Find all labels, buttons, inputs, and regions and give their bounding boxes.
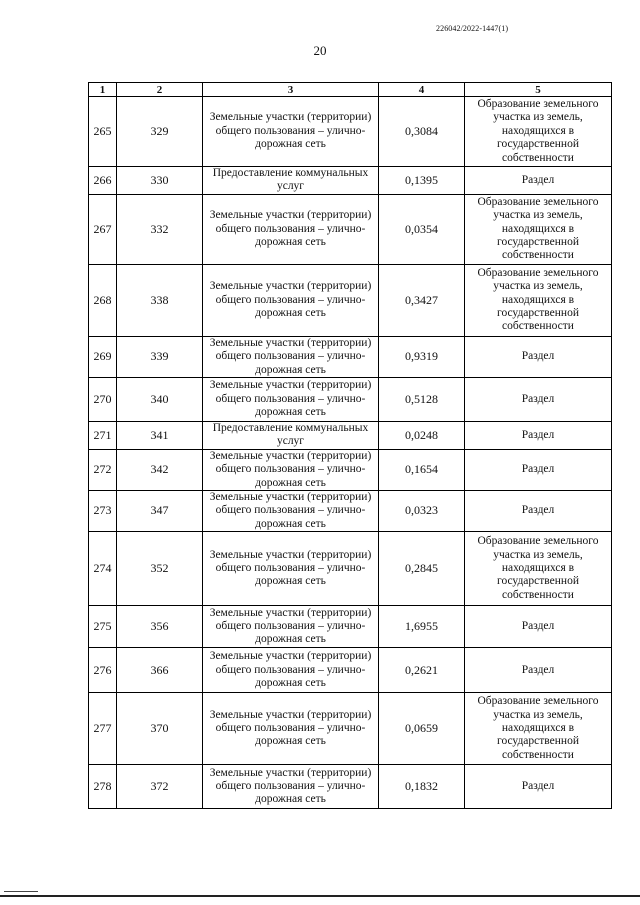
purpose-cell: Предоставление коммунальных услуг (203, 167, 379, 195)
plot-id-cell: 370 (117, 693, 203, 765)
table-row (89, 264, 612, 336)
page-number: 20 (313, 43, 327, 58)
area-cell: 0,2845 (379, 532, 465, 606)
purpose-cell: Земельные участки (территории) общего пользования – улично-дорожная сеть (203, 532, 379, 606)
footer-rule-short (4, 891, 38, 892)
purpose-cell: Земельные участки (территории) общего пользования – улично-дорожная сеть (203, 765, 379, 809)
plot-id-cell: 372 (117, 765, 203, 809)
area-cell: 0,9319 (379, 336, 465, 377)
table-row (89, 194, 612, 264)
area-cell: 0,3427 (379, 264, 465, 336)
document-number: 226042/2022-1447(1) (436, 24, 509, 33)
area-cell: 0,0248 (379, 422, 465, 450)
plot-id-cell: 339 (117, 336, 203, 377)
area-cell: 0,1395 (379, 167, 465, 195)
plot-id-cell: 340 (117, 378, 203, 422)
row-number-cell: 274 (89, 532, 117, 606)
method-cell: Раздел (465, 422, 612, 450)
header-col-5: 5 (465, 83, 612, 97)
row-number-cell: 270 (89, 378, 117, 422)
purpose-cell: Земельные участки (территории) общего пользования – улично-дорожная сеть (203, 606, 379, 648)
area-cell: 0,2621 (379, 648, 465, 693)
plot-id-cell: 366 (117, 648, 203, 693)
table-row (89, 97, 612, 167)
row-number-cell: 276 (89, 648, 117, 693)
land-plots-table (88, 82, 612, 809)
purpose-cell: Земельные участки (территории) общего пользования – улично-дорожная сеть (203, 449, 379, 490)
row-number-cell: 278 (89, 765, 117, 809)
row-number-cell: 266 (89, 167, 117, 195)
row-number-cell: 269 (89, 336, 117, 377)
row-number-cell: 275 (89, 606, 117, 648)
area-cell: 0,3084 (379, 97, 465, 167)
table-row (89, 606, 612, 648)
table-row (89, 378, 612, 422)
method-cell: Образование земельного участка из земель, находящихся в государственной собственности (465, 194, 612, 264)
header-col-4: 4 (379, 83, 465, 97)
method-cell: Раздел (465, 648, 612, 693)
table-row (89, 167, 612, 195)
plot-id-cell: 341 (117, 422, 203, 450)
area-cell: 0,0323 (379, 491, 465, 532)
purpose-cell: Земельные участки (территории) общего пользования – улично-дорожная сеть (203, 648, 379, 693)
purpose-cell: Земельные участки (территории) общего пользования – улично-дорожная сеть (203, 693, 379, 765)
table-row (89, 765, 612, 809)
table-row (89, 422, 612, 450)
row-number-cell: 267 (89, 194, 117, 264)
method-cell: Образование земельного участка из земель, находящихся в государственной собственности (465, 532, 612, 606)
purpose-cell: Земельные участки (территории) общего пользования – улично-дорожная сеть (203, 378, 379, 422)
row-number-cell: 277 (89, 693, 117, 765)
purpose-cell: Предоставление коммунальных услуг (203, 422, 379, 450)
header-col-1: 1 (89, 83, 117, 97)
area-cell: 1,6955 (379, 606, 465, 648)
table-row (89, 648, 612, 693)
table-row (89, 449, 612, 490)
plot-id-cell: 330 (117, 167, 203, 195)
header-col-3: 3 (203, 83, 379, 97)
method-cell: Раздел (465, 378, 612, 422)
method-cell: Образование земельного участка из земель, находящихся в государственной собственности (465, 693, 612, 765)
table-header-row (89, 83, 612, 97)
row-number-cell: 271 (89, 422, 117, 450)
method-cell: Образование земельного участка из земель, находящихся в государственной собственности (465, 264, 612, 336)
area-cell: 0,5128 (379, 378, 465, 422)
purpose-cell: Земельные участки (территории) общего пользования – улично-дорожная сеть (203, 264, 379, 336)
purpose-cell: Земельные участки (территории) общего пользования – улично-дорожная сеть (203, 491, 379, 532)
purpose-cell: Земельные участки (территории) общего пользования – улично-дорожная сеть (203, 97, 379, 167)
table-row (89, 491, 612, 532)
plot-id-cell: 338 (117, 264, 203, 336)
table-row (89, 336, 612, 377)
plot-id-cell: 329 (117, 97, 203, 167)
method-cell: Раздел (465, 606, 612, 648)
method-cell: Раздел (465, 765, 612, 809)
plot-id-cell: 332 (117, 194, 203, 264)
row-number-cell: 273 (89, 491, 117, 532)
row-number-cell: 265 (89, 97, 117, 167)
method-cell: Раздел (465, 167, 612, 195)
footer-rule (0, 895, 640, 897)
area-cell: 0,1654 (379, 449, 465, 490)
method-cell: Раздел (465, 491, 612, 532)
header-col-2: 2 (117, 83, 203, 97)
area-cell: 0,0659 (379, 693, 465, 765)
row-number-cell: 272 (89, 449, 117, 490)
plot-id-cell: 347 (117, 491, 203, 532)
method-cell: Раздел (465, 336, 612, 377)
table-row (89, 532, 612, 606)
plot-id-cell: 356 (117, 606, 203, 648)
row-number-cell: 268 (89, 264, 117, 336)
method-cell: Образование земельного участка из земель, находящихся в государственной собственности (465, 97, 612, 167)
plot-id-cell: 342 (117, 449, 203, 490)
method-cell: Раздел (465, 449, 612, 490)
purpose-cell: Земельные участки (территории) общего пользования – улично-дорожная сеть (203, 336, 379, 377)
area-cell: 0,1832 (379, 765, 465, 809)
table-row (89, 693, 612, 765)
area-cell: 0,0354 (379, 194, 465, 264)
plot-id-cell: 352 (117, 532, 203, 606)
purpose-cell: Земельные участки (территории) общего пользования – улично-дорожная сеть (203, 194, 379, 264)
